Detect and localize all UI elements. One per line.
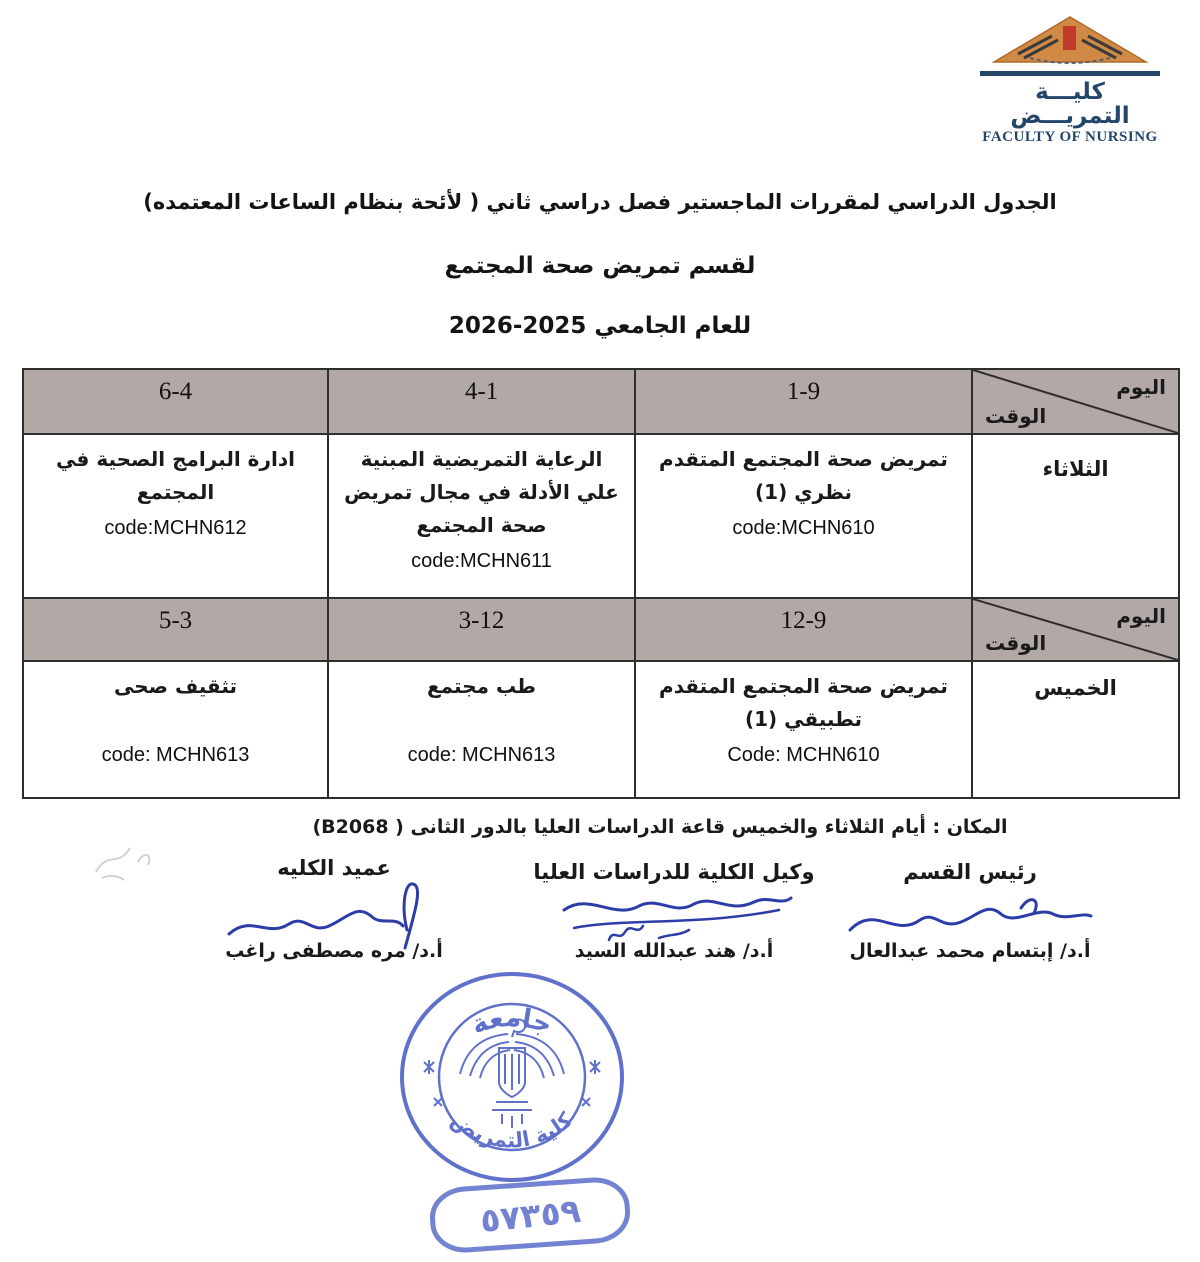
schedule-title: الجدول الدراسي لمقررات الماجستير فصل دراسي ثاني ( لأئحة بنظام الساعات المعتمده): [143, 190, 1057, 214]
day-name: الخميس: [972, 661, 1179, 798]
course-cell: [635, 434, 972, 598]
eagle-emblem-icon: [460, 1020, 564, 1128]
day-time-corner-cell: [972, 369, 1179, 434]
course-title: ادارة البرامج الصحية في المجتمع: [56, 447, 295, 504]
corner-time-label: الوقت: [985, 404, 1047, 428]
signature-title: رئيس القسم: [903, 860, 1037, 884]
time-slot-header: 12-9: [635, 598, 972, 661]
course-cell: [23, 661, 328, 798]
course-code: code:MCHN610: [732, 517, 875, 539]
location-note: المكان : أيام الثلاثاء والخميس قاعة الدراسات العليا بالدور الثانى ( B2068): [312, 816, 1008, 838]
signature-block-dean: [208, 856, 460, 962]
course-subtitle: [32, 703, 319, 736]
signature-block-department-head: [820, 860, 1120, 962]
course-cell: [328, 661, 635, 798]
department-title: لقسم تمريض صحة المجتمع: [444, 253, 756, 279]
course-code: Code: MCHN610: [727, 744, 880, 766]
table-row-tuesday: [23, 434, 1179, 598]
signature-name: أ.د/ هند عبدالله السيد: [574, 940, 774, 962]
serial-stamp-border: [428, 1175, 632, 1255]
course-subtitle: نظري (1): [755, 480, 852, 504]
time-slot-header: 5-3: [23, 598, 328, 661]
time-slot-header: 1-9: [635, 369, 972, 434]
course-cell: [23, 434, 328, 598]
faculty-name-arabic: كليـــة التمريـــض: [1010, 79, 1130, 130]
official-round-stamp: [396, 970, 628, 1188]
signature-block-vice-dean: [528, 860, 820, 962]
course-code: code:MCHN612: [104, 517, 247, 539]
stamp-faculty-text: كلية التمريض: [446, 1107, 578, 1153]
course-code: code:MCHN611: [411, 550, 552, 572]
course-subtitle: تطبيقي (1): [744, 707, 863, 731]
corner-day-label: اليوم: [1116, 604, 1166, 628]
time-slot-header: 4-1: [328, 369, 635, 434]
signature-name: أ.د/ إبتسام محمد عبدالعال: [849, 940, 1091, 962]
day-time-corner-cell: [972, 598, 1179, 661]
course-title: طب مجتمع: [426, 674, 536, 698]
pencil-mark: [88, 830, 178, 882]
academic-year-title: للعام الجامعي 2025-2026: [448, 313, 752, 339]
signature-title: عميد الكليه: [277, 856, 391, 880]
course-code: code: MCHN613: [407, 744, 556, 766]
logo-divider: [980, 71, 1160, 76]
course-cell: [635, 661, 972, 798]
course-title: الرعاية التمريضية المبنية علي الأدلة في مجال تمريض صحة المجتمع: [344, 447, 619, 537]
serial-number: ٥٧٣٥٩: [477, 1190, 583, 1240]
course-title: تمريض صحة المجتمع المتقدم: [659, 674, 948, 698]
course-title: تمريض صحة المجتمع المتقدم: [659, 447, 948, 471]
course-cell: [328, 434, 635, 598]
corner-day-label: اليوم: [1116, 375, 1166, 399]
signature-name: أ.د/ مره مصطفى راغب: [225, 940, 443, 962]
corner-time-label: الوقت: [985, 631, 1047, 655]
course-subtitle: [337, 703, 626, 736]
course-title: تثقيف صحى: [114, 674, 237, 698]
table-header-row: [23, 598, 1179, 661]
day-name: الثلاثاء: [972, 434, 1179, 598]
course-code: code: MCHN613: [101, 744, 250, 766]
faculty-name-english: FACULTY OF NURSING: [982, 129, 1158, 146]
stamp-university-text: جامعة: [467, 1003, 557, 1041]
time-slot-header: 6-4: [23, 369, 328, 434]
faculty-logo: [972, 14, 1168, 146]
university-pyramid-logo-icon: [990, 14, 1150, 64]
time-slot-header: 3-12: [328, 598, 635, 661]
table-header-row: [23, 369, 1179, 434]
serial-number-stamp: [428, 1175, 632, 1255]
svg-text:كلية التمريض: [447, 1107, 578, 1152]
schedule-table: [22, 368, 1180, 799]
signature-title: وكيل الكلية للدراسات العليا: [533, 860, 815, 884]
table-row-thursday: [23, 661, 1179, 798]
